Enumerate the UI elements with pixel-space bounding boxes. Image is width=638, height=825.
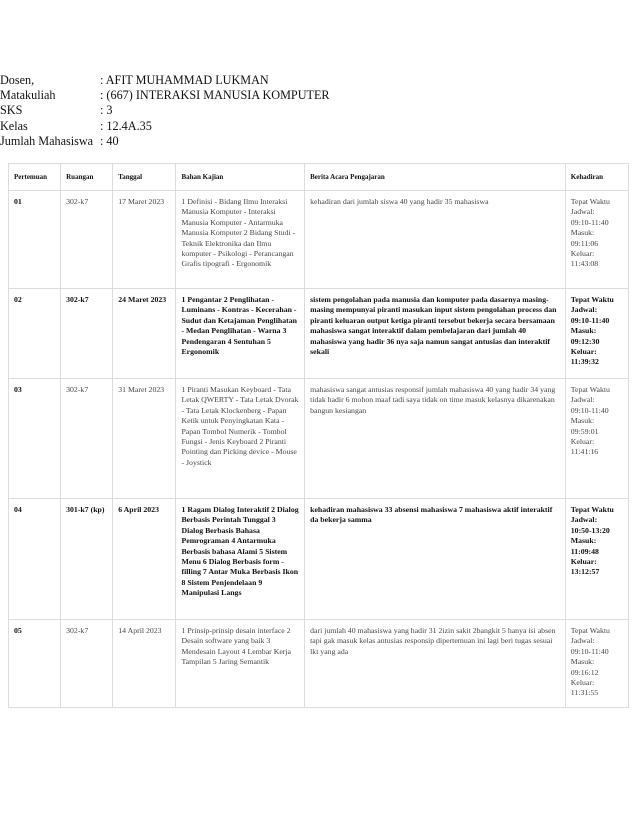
jadwal: 10:50-13:20 [570, 525, 610, 535]
jumlah-value: : 40 [100, 133, 119, 148]
row-ruangan: 302-k7 [61, 620, 113, 708]
status: Tepat Waktu [570, 197, 610, 206]
row-ruangan: 301-k7 (kp) [61, 499, 113, 620]
keluar-label: Keluar: [570, 678, 595, 688]
jadwal-label: Jadwal: [570, 636, 595, 646]
masuk-label: Masuk: [570, 228, 595, 238]
row-ruangan: 302-k7 [61, 191, 113, 289]
masuk-label: Masuk: [570, 657, 595, 667]
col-ruangan: Ruangan [61, 164, 113, 191]
col-pertemuan: Pertemuan [9, 164, 61, 191]
row-kehadiran [565, 499, 628, 620]
table-row [9, 289, 629, 379]
status: Tepat Waktu [570, 295, 614, 304]
row-ruangan: 302-k7 [61, 289, 113, 379]
table-row [9, 499, 629, 620]
row-bahan: 1 Pengantar 2 Penglihatan - Luminans - Kontras - Kecerahan - Sudut dan Ketajaman Penglihatan - Medan Penglihatan - Warna 3 Pendengaran 4 Sentuhan 5 Ergonomik [176, 289, 305, 379]
masuk-label: Masuk: [570, 416, 595, 426]
jadwal-label: Jadwal: [570, 207, 595, 217]
col-berita: Berita Acara Pengajaran [305, 164, 566, 191]
row-bahan: 1 Prinsip-prinsip desain interface 2 Desain software yang baik 3 Mendesain Layout 4 Lembar Kerja Tampilan 5 Jaring Semantik [176, 620, 305, 708]
attendance-table [8, 163, 629, 708]
sks-value: : 3 [100, 103, 113, 118]
row-berita: kehadiran dari jumlah siswa 40 yang hadir 35 mahasiswa [305, 191, 566, 289]
col-kehadiran: Kehadiran [565, 164, 628, 191]
matkul-row [0, 88, 480, 103]
row-tanggal: 14 April 2023 [113, 620, 176, 708]
row-berita: sistem pengolahan pada manusia dan komputer pada dasarnya masing-masing mempunyai piranti masukan input sistem pengolahan process dan piranti keluaran output ketiga piranti tersebut bekerja secara bersamaan mahasiswa sangat interaktif dalam pembelajaran dari jumlah 40 mahasiswa yang hadir 36 nya saja namun sangat antusias dan interaktif sekali [305, 289, 566, 379]
keluar: 11:39:32 [570, 357, 599, 367]
status: Tepat Waktu [570, 626, 610, 635]
keluar-label: Keluar: [570, 557, 597, 567]
sks-row [0, 103, 480, 118]
keluar: 13:12:57 [570, 567, 600, 577]
row-berita: dari jumlah 40 mahasiswa yang hadir 31 2izin sakit 2bangkit 5 hanya isi absen tapi gak masuk kelas antusias responsip dipertemuan ini lagi beri tugas sesuai lkt yang ada [305, 620, 566, 708]
jadwal: 09:10-11:40 [570, 646, 609, 656]
keluar: 11:41:16 [570, 447, 599, 457]
row-tanggal: 6 April 2023 [113, 499, 176, 620]
matkul-label: Matakuliah [0, 88, 56, 103]
dosen-label: Dosen, [0, 73, 35, 87]
row-no: 02 [9, 289, 61, 379]
row-tanggal: 24 Maret 2023 [113, 289, 176, 379]
masuk: 11:09:48 [570, 546, 599, 556]
jadwal-label: Jadwal: [570, 515, 598, 525]
row-no: 03 [9, 379, 61, 499]
row-tanggal: 31 Maret 2023 [113, 379, 176, 499]
jadwal: 09:10-11:40 [570, 217, 609, 227]
masuk: 09:16:12 [570, 667, 599, 677]
row-berita: mahasiswa sangat antusias responsif jumlah mahasiswa 40 yang hadir 34 yang tidak hadir 6 mohon maaf tadi saya tidak on time masuk kelasnya dikarenakan bangun kesiangan [305, 379, 566, 499]
row-bahan: 1 Ragam Dialog Interaktif 2 Dialog Berbasis Perintah Tunggal 3 Dialog Berbasis Bahasa Pemrograman 4 Antarmuka Berbasis bahasa Alami 5 Sistem Menu 6 Dialog Berbasis form - filling 7 Antar Muka Berbasis Ikon 8 Sistem Penjendelaan 9 Manipulasi Langs [176, 499, 305, 620]
row-kehadiran [565, 289, 628, 379]
row-ruangan: 302-k7 [61, 379, 113, 499]
status: Tepat Waktu [570, 385, 610, 394]
kelas-value: : 12.4A.35 [100, 118, 152, 133]
masuk: 09:12:30 [570, 336, 600, 346]
col-bahan: Bahan Kajian [176, 164, 305, 191]
masuk-label: Masuk: [570, 326, 597, 336]
keluar: 11:43:08 [570, 259, 599, 269]
masuk: 09:11:06 [570, 238, 599, 248]
row-kehadiran [565, 191, 628, 289]
row-tanggal: 17 Maret 2023 [113, 191, 176, 289]
row-bahan: 1 Definisi - Bidang Ilmu Interaksi Manusia Komputer - Interaksi Manusia Komputer - Antarmuka Manusia Komputer 2 Bidang Studi - Teknik Elektronika dan Ilmu komputer - Psikologi - Perancangan Grafis tipografi - Ergonomik [176, 191, 305, 289]
jadwal-label: Jadwal: [570, 305, 598, 315]
keluar: 11:31:55 [570, 688, 599, 698]
matkul-value: : (667) INTERAKSI MANUSIA KOMPUTER [100, 88, 330, 103]
keluar-label: Keluar: [570, 347, 597, 357]
table-row [9, 191, 629, 289]
jumlah-label: Jumlah Mahasiswa [0, 133, 94, 148]
keluar-label: Keluar: [570, 437, 595, 447]
jadwal: 09:10-11:40 [570, 315, 610, 325]
row-bahan: 1 Piranti Masukan Keyboard - Tata Letak QWERTY - Tata Letak Dvorak - Tata Letak Klockenberg - Papan Ketik untuk Penyingkatan Kata - Papan Tombol Numerik - Tombol Fungsi - Jenis Keyboard 2 Piranti Pointing dan Picking device - Mouse - Joystick [176, 379, 305, 499]
masuk: 09:59:01 [570, 426, 599, 436]
col-tanggal: Tanggal [113, 164, 176, 191]
course-info [0, 73, 480, 149]
row-berita: kehadiran mahasiswa 33 absensi mahasiswa 7 mahasiswa aktif interaktif da bekerja samma [305, 499, 566, 620]
keluar-label: Keluar: [570, 249, 595, 259]
status: Tepat Waktu [570, 505, 614, 514]
jumlah-row [0, 134, 480, 149]
row-kehadiran [565, 620, 628, 708]
jadwal-label: Jadwal: [570, 395, 595, 405]
row-no: 04 [9, 499, 61, 620]
table-header-row [9, 164, 629, 191]
sks-label: SKS [0, 103, 23, 118]
kelas-label: Kelas [0, 118, 28, 133]
row-no: 05 [9, 620, 61, 708]
kelas-row [0, 119, 480, 134]
row-no: 01 [9, 191, 61, 289]
row-kehadiran [565, 379, 628, 499]
dosen-row [0, 73, 480, 88]
masuk-label: Masuk: [570, 536, 597, 546]
table-row [9, 620, 629, 708]
jadwal: 09:10-11:40 [570, 405, 609, 415]
dosen-value: : AFIT MUHAMMAD LUKMAN [100, 73, 269, 87]
table-row [9, 379, 629, 499]
